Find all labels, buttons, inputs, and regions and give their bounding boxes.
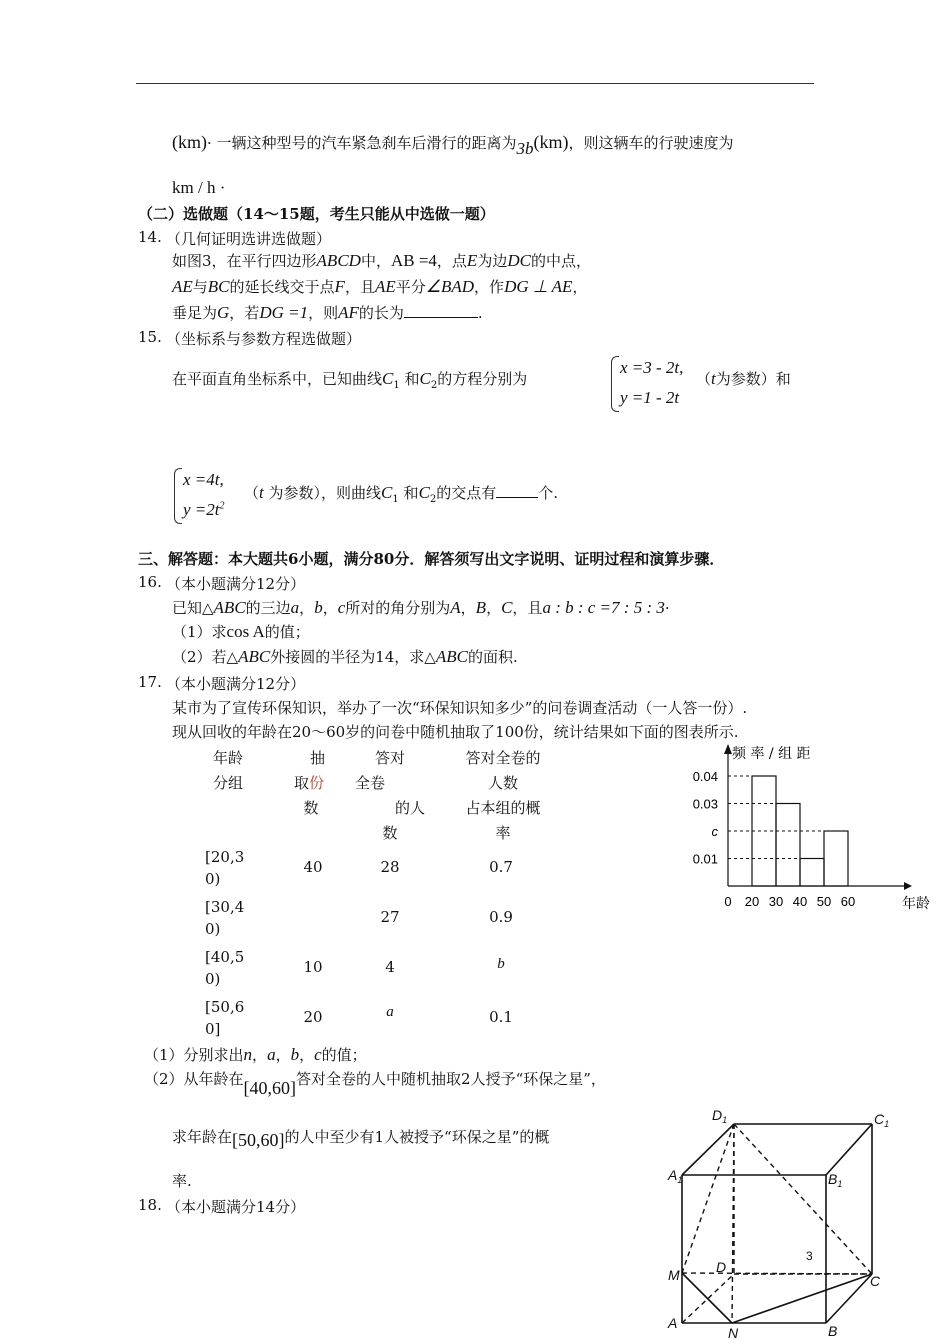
equation: x =3 - 2t, (620, 358, 684, 377)
section-heading: （二）选做题（14～15题，考生只能从中选做一题） (138, 205, 495, 223)
text-line: （t为参数）和 (696, 369, 791, 388)
question-number: 18. (138, 1196, 162, 1214)
text-line: 在平面直角坐标系中，已知曲线$C_1$ 和$C_2$的方程分别为 (172, 369, 528, 391)
text-line: 现从回收的年龄在20～60岁的问卷中随机抽取了100份，统计结果如下面的图表所示. (172, 723, 739, 741)
vertex-label: C (870, 1273, 881, 1289)
text-line: 垂足为G，若DG =1，则AF的长为 . (172, 303, 483, 322)
x-axis-label: 年龄 (902, 896, 930, 912)
header-rule (136, 83, 814, 84)
vertex-label: $A_1$ (668, 1167, 683, 1185)
segment-D1M (682, 1124, 734, 1273)
section-heading: 三、解答题：本大题共6小题，满分80分．解答须写出文字说明、证明过程和演算步骤． (138, 550, 725, 568)
table-row: [50,6 0] 20 a 0.1 (205, 998, 513, 1038)
text-line: （1）求cos A的值； (172, 622, 310, 641)
table-row: [20,3 0) 40 28 0.7 (205, 848, 513, 888)
text-line: km / h · (172, 178, 226, 197)
frequency-histogram (680, 740, 942, 920)
text-line: （1）分别求出n，a，b，c的值； (144, 1045, 367, 1064)
table-header: 答对 全卷 的人 数 (355, 749, 425, 842)
bar (776, 804, 800, 887)
y-axis-arrow (724, 744, 732, 754)
table-row: [40,5 0) 10 4 b (205, 948, 505, 988)
segment-NC (732, 1274, 872, 1323)
figure-mark: 3 (806, 1249, 813, 1263)
question-number: 16. (138, 573, 162, 591)
x-tick-label: 20 (744, 894, 760, 909)
x-tick-label: 30 (768, 894, 784, 909)
table-header: 年龄 分组 (213, 749, 244, 792)
text-line: (km)· 一辆这种型号的汽车紧急刹车后滑行的距离为3b(km)，则这辆车的行驶速度为 (172, 132, 734, 158)
y-axis-label: 频 率 / 组 距 (732, 746, 811, 762)
equation: x =4t, (183, 470, 224, 489)
edge (826, 1124, 872, 1175)
vertex-label: $B_1$ (828, 1171, 843, 1189)
x-tick-label: 40 (792, 894, 808, 909)
bar (800, 859, 824, 887)
vertex-label: A (668, 1315, 678, 1331)
question-type: （几何证明选讲选做题） (166, 230, 332, 248)
text-line: （t 为参数），则曲线$C_1$ 和$C_2$的交点有 个. (244, 483, 559, 505)
question-number: 17. (138, 673, 162, 691)
text-line: 求年龄在[50,60]的人中至少有1人被授予“环保之星”的概 (172, 1128, 550, 1150)
vertex-label: N (728, 1325, 739, 1340)
text-line: 某市为了宣传环保知识，举办了一次“环保知识知多少”的问卷调查活动（一人答一份）. (172, 699, 748, 717)
x-tick-label: 0 (724, 894, 732, 909)
equation: $y =2t^2$ (183, 500, 225, 519)
edge (682, 1124, 734, 1175)
brace (611, 356, 619, 412)
text-line: AE与BC的延长线交于点F，且AE平分∠BAD，作DG ⊥ AE， (172, 277, 588, 296)
vertex-label: M (668, 1267, 680, 1283)
vertex-label: D (716, 1259, 727, 1275)
table-header: 答对全卷的 人数 占本组的概 率 (465, 749, 541, 842)
text-line: （2）从年龄在[40,60]答对全卷的人中随机抽取2人授予“环保之星”， (144, 1070, 606, 1098)
text-line: 如图3，在平行四边形ABCD中，AB =4，点E为边DC的中点， (172, 251, 591, 270)
cube-figure (660, 1100, 900, 1340)
vertex-label: $D_1$ (712, 1107, 728, 1125)
table-row: [30,4 0) 27 0.9 (205, 898, 513, 938)
answer-blank (404, 303, 478, 318)
y-tick-label: 0.01 (692, 851, 718, 867)
table-header: 抽 取份 数 (293, 749, 325, 817)
vertex-label: $C_1$ (874, 1111, 890, 1129)
text-line: （2）若△ABC外接圆的半径为14，求△ABC的面积. (172, 647, 518, 666)
x-tick-label: 50 (816, 894, 832, 909)
question-score: （本小题满分12分） (166, 675, 306, 693)
question-score: （本小题满分12分） (166, 575, 306, 593)
question-type: （坐标系与参数方程选做题） (166, 330, 362, 348)
y-tick-label: c (711, 824, 718, 839)
y-tick-label: 0.03 (692, 796, 718, 812)
x-axis-arrow (904, 882, 912, 890)
x-tick-label: 60 (840, 894, 856, 909)
question-score: （本小题满分14分） (166, 1198, 306, 1216)
text-line: 率. (172, 1172, 192, 1190)
question-number: 14. (138, 228, 162, 246)
text-line: 已知△ABC的三边a，b，c所对的角分别为A，B，C，且a : b : c =7 : 5 : 3· (172, 598, 670, 617)
bar (824, 831, 848, 886)
brace (174, 468, 182, 524)
segment-D1N (732, 1124, 734, 1323)
y-tick-label: 0.04 (692, 769, 718, 784)
equation: y =1 - 2t (620, 388, 680, 407)
vertex-label: B (828, 1323, 838, 1339)
answer-blank (496, 483, 538, 498)
question-number: 15. (138, 328, 162, 346)
